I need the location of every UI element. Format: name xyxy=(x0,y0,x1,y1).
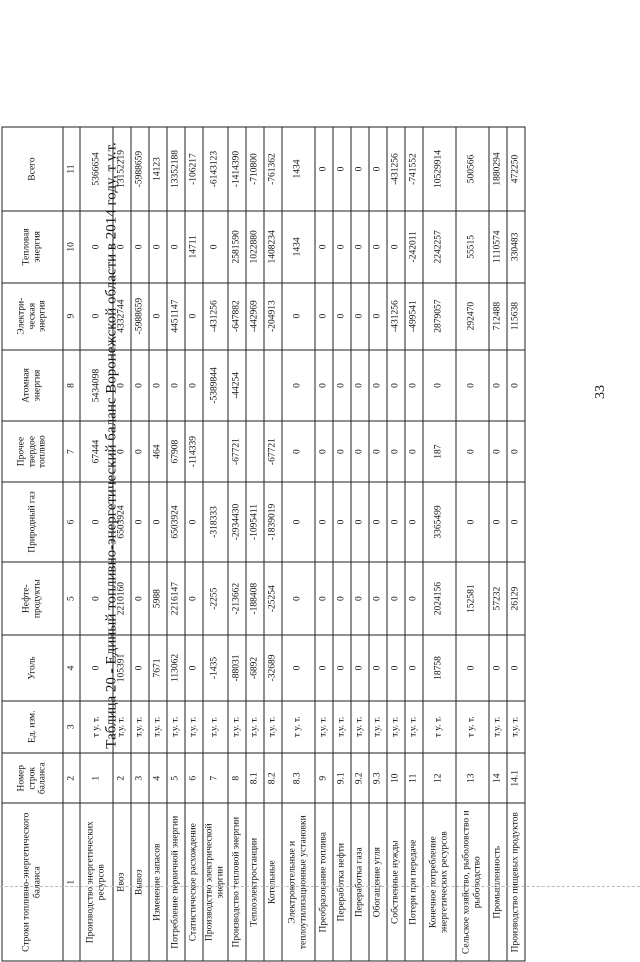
table-cell: 0 xyxy=(131,211,149,282)
table-cell: 12 xyxy=(423,753,456,803)
table-row xyxy=(131,127,149,961)
row-label: Производство энергетических ресурсов xyxy=(80,803,113,961)
table-cell: 0 xyxy=(149,350,167,421)
table-cell: 2879057 xyxy=(423,283,456,350)
column-number-cell: 9 xyxy=(63,283,80,350)
table-cell: 0 xyxy=(507,482,525,562)
row-label: Обогащение угля xyxy=(369,803,387,961)
row-label: Сельское хозяйство, рыболовство и рыбоводство xyxy=(456,803,489,961)
table-cell: 1434 xyxy=(282,211,315,282)
table-cell: -431256 xyxy=(387,127,405,211)
table-cell: 0 xyxy=(507,421,525,482)
table-cell: 2216147 xyxy=(167,562,185,636)
table-cell: т у. т. xyxy=(282,701,315,754)
table-row xyxy=(149,127,167,961)
table-cell: 0 xyxy=(282,482,315,562)
table-row xyxy=(456,127,489,961)
table-cell: 0 xyxy=(203,211,228,282)
table-cell: 13152219 xyxy=(113,127,131,211)
table-cell: 7 xyxy=(203,753,228,803)
table-cell: т.у. т. xyxy=(369,701,387,754)
table-cell: -647882 xyxy=(228,283,246,350)
table-container xyxy=(2,127,521,962)
table-cell: 0 xyxy=(489,421,507,482)
table-cell: 67908 xyxy=(167,421,185,482)
table-cell: -88031 xyxy=(228,635,246,700)
table-cell: 0 xyxy=(333,635,351,700)
row-label: Производство тепловой энергии xyxy=(228,803,246,961)
column-number-cell: 10 xyxy=(63,211,80,282)
page-edge-rule xyxy=(0,886,640,888)
table-cell: 5366654 xyxy=(80,127,113,211)
row-label: Конечное потребление энергетических ресурсов xyxy=(423,803,456,961)
table-cell: 0 xyxy=(351,350,369,421)
table-body xyxy=(63,127,525,961)
table-cell: 0 xyxy=(369,421,387,482)
table-cell: 0 xyxy=(423,350,456,421)
table-cell: т.у. т. xyxy=(149,701,167,754)
table-cell: -1839019 xyxy=(264,482,282,562)
table-cell: т у. т. xyxy=(456,701,489,754)
table-cell xyxy=(246,350,264,421)
table-cell: 0 xyxy=(113,350,131,421)
table-row xyxy=(369,127,387,961)
row-label: Теплоэлектростанции xyxy=(246,803,264,961)
table-cell: 152581 xyxy=(456,562,489,636)
table-cell: -5988659 xyxy=(131,127,149,211)
table-cell: 0 xyxy=(131,562,149,636)
table-cell: 0 xyxy=(489,350,507,421)
row-label: Потребление первичной энергии xyxy=(167,803,185,961)
table-cell: 0 xyxy=(131,421,149,482)
table-cell: -67721 xyxy=(264,421,282,482)
table-cell: 8.1 xyxy=(246,753,264,803)
row-label: Переработка газа xyxy=(351,803,369,961)
table-cell: -188408 xyxy=(246,562,264,636)
table-cell: 14711 xyxy=(185,211,203,282)
table-row xyxy=(489,127,507,961)
column-number-cell: 7 xyxy=(63,421,80,482)
table-cell: 115638 xyxy=(507,283,525,350)
table-cell: 187 xyxy=(423,421,456,482)
table-row xyxy=(351,127,369,961)
table-cell: 9 xyxy=(315,753,333,803)
table-cell: 0 xyxy=(333,350,351,421)
table-cell: 0 xyxy=(282,635,315,700)
table-cell: 0 xyxy=(315,350,333,421)
table-cell: 0 xyxy=(369,350,387,421)
table-cell: -213662 xyxy=(228,562,246,636)
table-cell: 3365499 xyxy=(423,482,456,562)
table-cell: т у. т. xyxy=(80,701,113,754)
table-row xyxy=(228,127,246,961)
table-cell: 464 xyxy=(149,421,167,482)
table-cell: 10529914 xyxy=(423,127,456,211)
table-cell: 0 xyxy=(131,350,149,421)
table-cell: 0 xyxy=(351,635,369,700)
table-cell: т.у. т. xyxy=(333,701,351,754)
table-cell: 0 xyxy=(456,350,489,421)
table-cell: 2242257 xyxy=(423,211,456,282)
table-cell: 0 xyxy=(405,421,423,482)
row-label: Производство пищевых продуктов xyxy=(507,803,525,961)
table-cell: -5988659 xyxy=(131,283,149,350)
row-label: Потери при передаче xyxy=(405,803,423,961)
table-cell: 2 xyxy=(113,753,131,803)
table-cell: 0 xyxy=(185,283,203,350)
table-cell: 55515 xyxy=(456,211,489,282)
table-cell: 0 xyxy=(351,127,369,211)
table-cell: 0 xyxy=(369,127,387,211)
table-cell: 0 xyxy=(369,635,387,700)
table-cell: 0 xyxy=(456,482,489,562)
table-cell: т.у. т. xyxy=(264,701,282,754)
table-cell: 0 xyxy=(315,211,333,282)
table-cell: 8.3 xyxy=(282,753,315,803)
table-cell: 7671 xyxy=(149,635,167,700)
table-row xyxy=(333,127,351,961)
column-header: Уголь xyxy=(2,635,63,700)
table-cell: 0 xyxy=(315,482,333,562)
table-cell: 0 xyxy=(351,421,369,482)
table-cell: -5389844 xyxy=(203,350,228,421)
table-row xyxy=(246,127,264,961)
column-header: Электри-ческая энергия xyxy=(2,283,63,350)
table-cell: -6892 xyxy=(246,635,264,700)
table-cell: т.у. т. xyxy=(203,701,228,754)
table-cell: -318333 xyxy=(203,482,228,562)
table-cell: 0 xyxy=(282,562,315,636)
table-cell: 0 xyxy=(185,635,203,700)
table-cell: т у. т. xyxy=(423,701,456,754)
table-cell: т.у. т. xyxy=(507,701,525,754)
table-cell xyxy=(264,350,282,421)
table-cell: 0 xyxy=(149,482,167,562)
table-cell: 0 xyxy=(149,211,167,282)
table-cell: -67721 xyxy=(228,421,246,482)
table-cell: 1110574 xyxy=(489,211,507,282)
table-cell: т.у. т. xyxy=(167,701,185,754)
table-cell: 14123 xyxy=(149,127,167,211)
row-label: Статистическое расхождение xyxy=(185,803,203,961)
table-cell: 10 xyxy=(387,753,405,803)
column-header: Природный газ xyxy=(2,482,63,562)
column-header: Ед. изм. xyxy=(2,701,63,754)
table-cell: -741552 xyxy=(405,127,423,211)
table-row xyxy=(315,127,333,961)
row-label: Производство электрической энергии xyxy=(203,803,228,961)
table-row xyxy=(405,127,423,961)
row-label: Вывоз xyxy=(131,803,149,961)
table-row xyxy=(113,127,131,961)
table-cell: -44254 xyxy=(228,350,246,421)
table-cell: -761362 xyxy=(264,127,282,211)
table-cell: 712488 xyxy=(489,283,507,350)
table-cell: 0 xyxy=(315,283,333,350)
column-header: Атомная энергия xyxy=(2,350,63,421)
table-cell: 13352188 xyxy=(167,127,185,211)
table-cell: 0 xyxy=(405,635,423,700)
table-cell: -32689 xyxy=(264,635,282,700)
column-header: Всего xyxy=(2,127,63,211)
table-cell: 8.2 xyxy=(264,753,282,803)
table-cell: 0 xyxy=(282,421,315,482)
table-row xyxy=(185,127,203,961)
table-cell: 0 xyxy=(315,127,333,211)
table-cell: 472250 xyxy=(507,127,525,211)
table-cell: 0 xyxy=(149,283,167,350)
table-cell: т.у. т. xyxy=(489,701,507,754)
table-cell: 0 xyxy=(489,482,507,562)
table-cell xyxy=(246,421,264,482)
table-cell: 0 xyxy=(167,211,185,282)
table-cell: т.у. т. xyxy=(131,701,149,754)
table-cell: 0 xyxy=(333,482,351,562)
table-cell: -204913 xyxy=(264,283,282,350)
column-header: Номер строк баланса xyxy=(2,753,63,803)
table-cell: 6 xyxy=(185,753,203,803)
table-cell: 4332744 xyxy=(113,283,131,350)
header-row xyxy=(2,127,63,961)
column-number-cell: 6 xyxy=(63,482,80,562)
table-cell: 0 xyxy=(387,211,405,282)
table-cell: 1 xyxy=(80,753,113,803)
table-cell: 0 xyxy=(351,482,369,562)
table-row xyxy=(507,127,525,961)
table-cell: 0 xyxy=(80,283,113,350)
table-cell: 0 xyxy=(405,350,423,421)
table-cell: -1435 xyxy=(203,635,228,700)
table-cell: т.у. т. xyxy=(351,701,369,754)
table-cell: 0 xyxy=(507,635,525,700)
row-label: Переработка нефти xyxy=(333,803,351,961)
table-cell: 0 xyxy=(387,350,405,421)
row-label: Электрокотельные и теплоутилизационные установки xyxy=(282,803,315,961)
column-number-cell: 1 xyxy=(63,803,80,961)
column-number-row xyxy=(63,127,80,961)
energy-balance-table xyxy=(2,127,526,962)
table-cell: 0 xyxy=(387,482,405,562)
table-cell: 292470 xyxy=(456,283,489,350)
column-header: Строки топливно-энергетического баланса xyxy=(2,803,63,961)
table-cell: -710800 xyxy=(246,127,264,211)
column-number-cell: 2 xyxy=(63,753,80,803)
table-cell: 0 xyxy=(113,211,131,282)
row-label: Преобразование топлива xyxy=(315,803,333,961)
table-cell: 6503924 xyxy=(113,482,131,562)
table-cell: 1880294 xyxy=(489,127,507,211)
table-row xyxy=(264,127,282,961)
table-cell: 0 xyxy=(369,283,387,350)
table-cell: 0 xyxy=(507,350,525,421)
table-cell: 0 xyxy=(489,635,507,700)
table-row xyxy=(167,127,185,961)
table-cell: -114339 xyxy=(185,421,203,482)
table-cell: 5434098 xyxy=(80,350,113,421)
row-label: Изменение запасов xyxy=(149,803,167,961)
column-number-cell: 8 xyxy=(63,350,80,421)
table-cell: 0 xyxy=(113,421,131,482)
table-cell: 0 xyxy=(351,562,369,636)
table-cell: 57232 xyxy=(489,562,507,636)
table-row xyxy=(423,127,456,961)
table-cell: 13 xyxy=(456,753,489,803)
table-cell: 0 xyxy=(167,350,185,421)
table-cell: 4 xyxy=(149,753,167,803)
table-cell: -499541 xyxy=(405,283,423,350)
table-cell: 0 xyxy=(333,421,351,482)
table-cell: 113062 xyxy=(167,635,185,700)
table-cell: 0 xyxy=(333,283,351,350)
table-cell: -25254 xyxy=(264,562,282,636)
column-number-cell: 3 xyxy=(63,701,80,754)
table-row xyxy=(387,127,405,961)
table-cell: 0 xyxy=(131,635,149,700)
table-cell: 5988 xyxy=(149,562,167,636)
table-cell: 0 xyxy=(185,350,203,421)
table-cell: 67444 xyxy=(80,421,113,482)
table-cell: 0 xyxy=(315,562,333,636)
table-cell: 0 xyxy=(456,421,489,482)
table-cell: 11 xyxy=(405,753,423,803)
table-cell: -1095411 xyxy=(246,482,264,562)
column-number-cell: 5 xyxy=(63,562,80,636)
table-cell: т.у. т. xyxy=(246,701,264,754)
table-cell: 0 xyxy=(333,127,351,211)
table-cell: 3 xyxy=(131,753,149,803)
table-row xyxy=(80,127,113,961)
table-cell: 500566 xyxy=(456,127,489,211)
table-cell: 0 xyxy=(333,562,351,636)
table-cell: 9.2 xyxy=(351,753,369,803)
table-cell: 0 xyxy=(387,421,405,482)
table-cell: т.у. т. xyxy=(228,701,246,754)
table-cell: 0 xyxy=(282,283,315,350)
table-cell: 0 xyxy=(405,562,423,636)
table-cell: -6143123 xyxy=(203,127,228,211)
table-cell: 0 xyxy=(369,211,387,282)
table-row xyxy=(282,127,315,961)
table-cell xyxy=(203,421,228,482)
table-cell: 9.3 xyxy=(369,753,387,803)
table-cell: 4451147 xyxy=(167,283,185,350)
table-cell: -242011 xyxy=(405,211,423,282)
page-number: 33 xyxy=(593,385,608,399)
table-cell: 1022880 xyxy=(246,211,264,282)
table-cell: 9.1 xyxy=(333,753,351,803)
column-header: Прочее твердое топливо xyxy=(2,421,63,482)
table-cell: 0 xyxy=(80,482,113,562)
table-cell: т.у. т. xyxy=(113,701,131,754)
table-cell: 105391 xyxy=(113,635,131,700)
table-cell: -431256 xyxy=(203,283,228,350)
table-cell: 0 xyxy=(333,211,351,282)
table-cell: -2934430 xyxy=(228,482,246,562)
table-cell: -2255 xyxy=(203,562,228,636)
row-label: Котельные xyxy=(264,803,282,961)
table-cell: 1408234 xyxy=(264,211,282,282)
table-cell: 0 xyxy=(315,421,333,482)
table-cell: 1434 xyxy=(282,127,315,211)
table-cell: 0 xyxy=(405,482,423,562)
table-row xyxy=(203,127,228,961)
table-cell: 0 xyxy=(351,211,369,282)
table-cell: 0 xyxy=(387,635,405,700)
column-header: Нефте-продукты xyxy=(2,562,63,636)
table-cell: т.у. т. xyxy=(185,701,203,754)
table-cell: т.у. т. xyxy=(315,701,333,754)
table-cell: -442969 xyxy=(246,283,264,350)
table-cell: 0 xyxy=(282,350,315,421)
table-cell: 0 xyxy=(456,635,489,700)
table-cell: 2210160 xyxy=(113,562,131,636)
table-cell: -1414390 xyxy=(228,127,246,211)
table-cell: 0 xyxy=(387,562,405,636)
table-cell: 2581590 xyxy=(228,211,246,282)
column-number-cell: 11 xyxy=(63,127,80,211)
table-cell: 8 xyxy=(228,753,246,803)
table-cell: 0 xyxy=(80,562,113,636)
row-label: Собственные нужды xyxy=(387,803,405,961)
table-cell: 0 xyxy=(369,482,387,562)
table-title: Таблица 20 - Единый топливно-энергетический баланс Воронежской области в 2014 году, т у.т. xyxy=(103,142,120,749)
table-cell: 0 xyxy=(315,635,333,700)
table-cell: 330483 xyxy=(507,211,525,282)
table-cell: 0 xyxy=(369,562,387,636)
column-header: Тепловая энергия xyxy=(2,211,63,282)
table-cell: 26129 xyxy=(507,562,525,636)
table-cell: 0 xyxy=(80,211,113,282)
column-number-cell: 4 xyxy=(63,635,80,700)
row-label: Промышленность xyxy=(489,803,507,961)
table-cell: 0 xyxy=(351,283,369,350)
table-cell: 6503924 xyxy=(167,482,185,562)
table-cell: 0 xyxy=(131,482,149,562)
table-cell: -106217 xyxy=(185,127,203,211)
table-cell: 0 xyxy=(185,562,203,636)
table-cell: 5 xyxy=(167,753,185,803)
table-cell: 14 xyxy=(489,753,507,803)
table-cell: 2024156 xyxy=(423,562,456,636)
table-cell: 0 xyxy=(185,482,203,562)
row-label: Ввоз xyxy=(113,803,131,961)
table-cell: 0 xyxy=(80,635,113,700)
table-cell: -431256 xyxy=(387,283,405,350)
table-cell: т.у. т. xyxy=(387,701,405,754)
table-cell: т.у. т. xyxy=(405,701,423,754)
table-cell: 18758 xyxy=(423,635,456,700)
table-cell: 14.1 xyxy=(507,753,525,803)
